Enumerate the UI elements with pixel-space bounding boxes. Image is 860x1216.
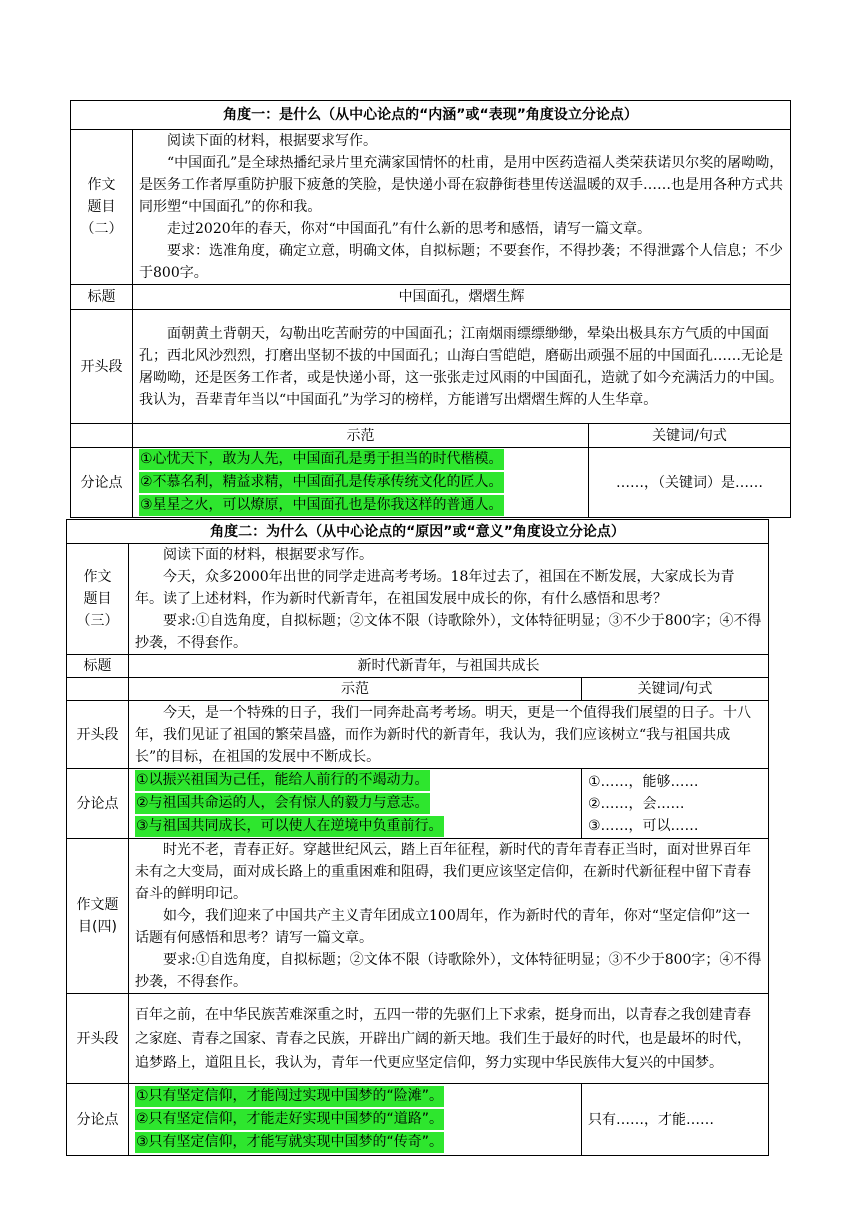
prompt-label: 作文 题目 （二）: [71, 130, 133, 285]
opening-label: 开头段: [67, 701, 129, 769]
prompt-text: 阅读下面的材料，根据要求写作。 今天，众多2000年出世的同学走进高考考场。18年过去了，祖国在不断发展，大家成长为青年。读了上述材料，作为新时代新青年，在祖国发展中成长的你，有什么感悟和思考？ 要求:①自选角度，自拟标题；②文体不限（诗歌除外），文体特征明显；③不少于800字；④不得抄袭，不得套作。: [129, 544, 769, 655]
points-label: 分论点: [71, 448, 133, 518]
sub-point: ②与祖国共命运的人，会有惊人的毅力与意志。: [135, 793, 430, 814]
keyword4-pattern: 只有……，才能……: [582, 1084, 769, 1156]
opening-paragraph: 面朝黄土背朝天，勾勒出吃苦耐劳的中国面孔；江南烟雨缥缥缈缈，晕染出极具东方气质的中国面孔；西北风沙烈烈，打磨出坚韧不拔的中国面孔；山海白雪皑皑，磨砺出顽强不屈的中国面孔……无论是屠呦呦，还是医务工作者，或是快递小哥，这一张张走过风雨的中国面孔，造就了如今充满活力的中国。我认为，吾辈青年当以“中国面孔”为学习的榜样，方能谱写出熠熠生辉的人生华章。: [133, 310, 791, 424]
sub-point: ③只有坚定信仰，才能写就实现中国梦的“传奇”。: [135, 1132, 444, 1153]
prompt-label: 作文 题目 （三）: [67, 544, 129, 655]
points4-label: 分论点: [67, 1084, 129, 1156]
col-example: 示范: [133, 424, 589, 448]
sub-points: [129, 769, 582, 839]
sub-points4: [129, 1084, 582, 1156]
opening4-paragraph: 百年之前，在中华民族苦难深重之时，五四一带的先驱们上下求索，挺身而出，以青春之我创建青春之家庭、青春之国家、青春之民族，开辟出广阔的新天地。我们生于最好的时代，也是最坏的时代，追梦路上，道阻且长，我认为，青年一代更应坚定信仰，努力实现中华民族伟大复兴的中国梦。: [129, 994, 769, 1084]
essay-title: 新时代新青年，与祖国共成长: [129, 655, 769, 678]
opening-paragraph: 今天，是一个特殊的日子，我们一同奔赴高考考场。明天，更是一个值得我们展望的日子。十八年，我们见证了祖国的繁荣昌盛，而作为新时代的新青年，我认为，我们应该树立“我与祖国共成长”的目标，在祖国的发展中不断成长。: [129, 701, 769, 769]
points-label: 分论点: [67, 769, 129, 839]
angle-one-table: [70, 100, 791, 518]
prompt4-label: 作文题 目(四): [67, 839, 129, 994]
sub-point: ②不慕名利，精益求精，中国面孔是传承传统文化的匠人。: [139, 472, 504, 493]
keyword-item: ③……，可以……: [588, 817, 699, 834]
title-label: 标题: [67, 655, 129, 678]
sub-point: ①以振兴祖国为己任，能给人前行的不竭动力。: [135, 770, 430, 791]
angle-two-table: [66, 519, 769, 1156]
opening-label: 开头段: [71, 310, 133, 424]
table-header: 角度二：为什么（从中心论点的“原因”或“意义”角度设立分论点）: [67, 520, 769, 544]
sub-point: ③星星之火，可以燎原，中国面孔也是你我这样的普通人。: [139, 495, 504, 516]
sub-point: ①心忧天下，敢为人先，中国面孔是勇于担当的时代楷模。: [139, 449, 504, 470]
prompt-text: 阅读下面的材料，根据要求写作。 “中国面孔”是全球热播纪录片里充满家国情怀的杜甫，是用中医药造福人类荣获诺贝尔奖的屠呦呦，是医务工作者厚重防护服下疲惫的笑脸，是快递小哥在寂静街巷里传送温暖的双手……也是用各种方式共同形塑“中国面孔”的你和我。 走过2020年的春天，你对“中国面孔”有什么新的思考和感悟，请写一篇文章。 要求：选准角度，确定立意，明确文体，自拟标题；不要套作，不得抄袭；不得泄露个人信息；不少于800字。: [133, 130, 791, 285]
essay-title: 中国面孔，熠熠生辉: [133, 285, 791, 310]
keyword-pattern: ……，（关键词）是……: [589, 448, 791, 518]
sub-point: ③与祖国共同成长，可以使人在逆境中负重前行。: [135, 816, 444, 837]
col-keywords: 关键词/句式: [582, 678, 769, 701]
title-label: 标题: [71, 285, 133, 310]
col-keywords: 关键词/句式: [589, 424, 791, 448]
sub-points: [133, 448, 589, 518]
col-example: 示范: [129, 678, 582, 701]
sub-point: ②只有坚定信仰，才能走好实现中国梦的“道路”。: [135, 1109, 444, 1130]
prompt4-text: 时光不老，青春正好。穿越世纪风云，踏上百年征程，新时代的青年青春正当时，面对世界百年未有之大变局，面对成长路上的重重困难和阻碍，我们更应该坚定信仰，在新时代新征程中留下青春奋斗的鲜明印记。 如今，我们迎来了中国共产主义青年团成立100周年，作为新时代的青年，你对“坚定信仰”这一话题有何感悟和思考？请写一篇文章。 要求:①自选角度，自拟标题；②文体不限（诗歌除外），文体特征明显；③不少于800字；④不得抄袭，不得套作。: [129, 839, 769, 994]
keyword-item: ②……，会……: [588, 795, 685, 812]
keyword-list: [582, 769, 769, 839]
opening4-label: 开头段: [67, 994, 129, 1084]
table-header: 角度一：是什么（从中心论点的“内涵”或“表现”角度设立分论点）: [71, 101, 791, 130]
keyword-item: ①……，能够……: [588, 773, 699, 790]
sub-point: ①只有坚定信仰，才能闯过实现中国梦的“险滩”。: [135, 1086, 444, 1107]
